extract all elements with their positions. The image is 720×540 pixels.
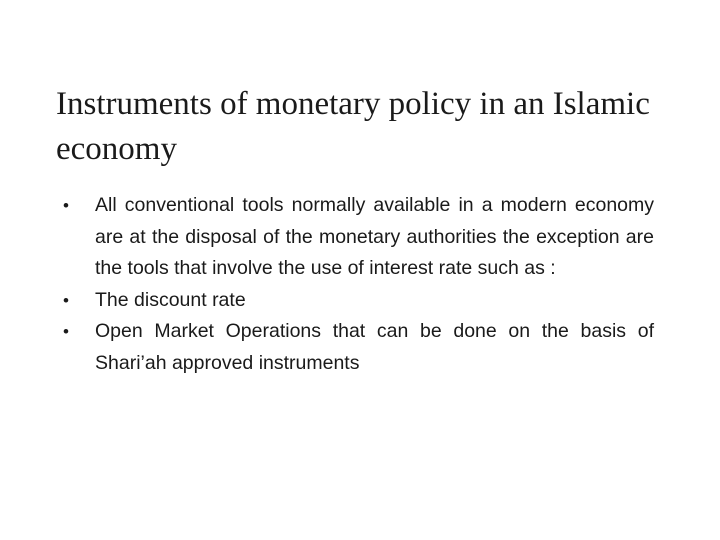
bullet-item-conventional-tools [60,190,654,285]
bullet-text: All conventional tools normally available in a modern economy are at the disposal of the monetary authorities the exception are the tools that involve the use of interest rate such as : [95,194,654,279]
bullet-dot-icon: • [63,322,69,341]
bullet-item-open-market-operations [60,316,654,379]
bullet-text: The discount rate [95,288,246,311]
bullet-dot-icon: • [63,290,69,310]
bullet-list [60,190,654,379]
bullet-item-discount-rate [60,285,654,317]
slide-title: Instruments of monetary policy in an Islamic economy [56,86,650,167]
bullet-text: Open Market Operations that can be done on the basis of Shari’ah approved instruments [95,320,654,374]
bullet-dot-icon: • [63,196,69,215]
